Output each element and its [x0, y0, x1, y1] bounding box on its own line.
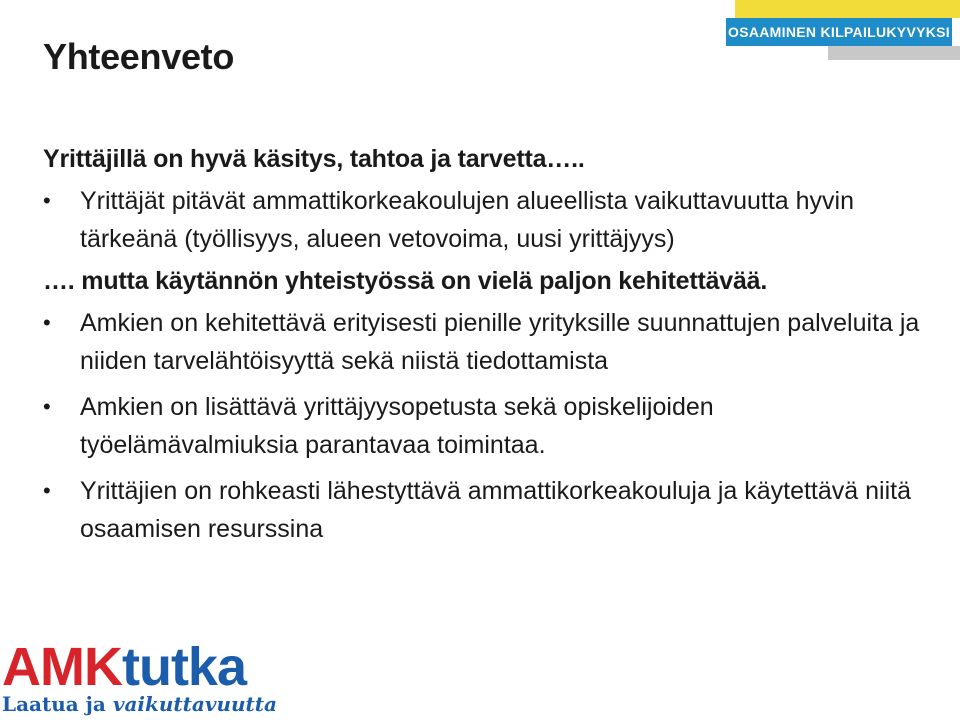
list-item: [43, 388, 923, 464]
bullet-text: • Amkien on lisättävä yrittäjyysopetusta sekä opiskelijoiden työelämävalmiuksia parantavaa toimintaa.: [80, 393, 714, 459]
slide-content: [43, 140, 923, 548]
list-item: [43, 182, 923, 258]
section-heading-1: Yrittäjillä on hyvä käsitys, tahtoa ja tarvetta…..: [43, 145, 585, 173]
logo-tagline-part2: vaikuttavuutta: [112, 692, 277, 716]
banner-yellow-stripe: [735, 0, 960, 18]
bullet-list-1: [43, 182, 923, 258]
logo-part-tutka: tutka: [121, 637, 246, 697]
bullet-text: • Amkien on kehitettävä erityisesti pienille yrityksille suunnattujen palveluita ja niiden tarvelähtöisyyttä sekä niistä tiedottamista: [80, 309, 920, 375]
section-heading-2: …. mutta käytännön yhteistyössä on vielä paljon kehitettävää.: [43, 267, 768, 295]
list-item: [43, 304, 923, 380]
logo-wordmark: [2, 637, 252, 697]
amktutka-logo: [2, 637, 277, 720]
slide-title: Yhteenveto: [43, 36, 235, 77]
bullet-list-2: [43, 304, 923, 548]
bullet-text: • Yrittäjien on rohkeasti lähestyttävä ammattikorkeakouluja ja käytettävä niitä osaamisen resurssina: [80, 477, 911, 543]
logo-tagline-part1: Laatua ja: [2, 692, 113, 716]
logo-part-amk: AMK: [2, 637, 122, 697]
logo-tagline: [2, 692, 277, 716]
list-item: [43, 472, 923, 548]
header-banner: [725, 0, 960, 60]
bullet-text: • Yrittäjät pitävät ammattikorkeakoulujen alueellista vaikuttavuutta hyvin tärkeänä (työllisyys, alueen vetovoima, uusi yrittäjyys): [80, 187, 855, 253]
banner-label: OSAAMINEN KILPAILUKYVYKSI: [726, 18, 952, 46]
banner-grey-stripe: [828, 46, 960, 60]
